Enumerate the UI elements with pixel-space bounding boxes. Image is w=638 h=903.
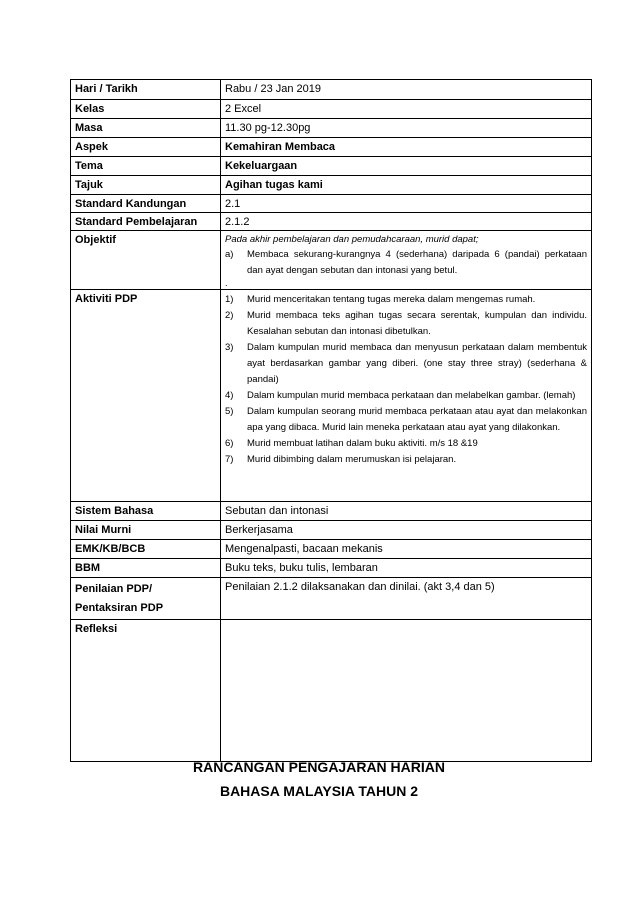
row-value-standard-kandungan: 2.1 bbox=[221, 195, 592, 213]
list-item-text: Murid dibimbing dalam merumuskan isi pelajaran. bbox=[247, 454, 457, 465]
row-value-nilai-murni: Berkerjasama bbox=[221, 521, 592, 540]
penilaian-label-line-1: Penilaian PDP/ bbox=[75, 583, 153, 595]
row-label-aktiviti: Aktiviti PDP bbox=[71, 290, 221, 502]
list-item bbox=[225, 308, 587, 340]
row-value-tajuk: Agihan tugas kami bbox=[221, 176, 592, 195]
list-item-text: Dalam kumpulan murid membaca dan menyusun perkataan dalam membentuk ayat berdasarkan gambar yang diberi. (one stay three stray) (sederhana & pandai) bbox=[247, 342, 587, 385]
row-value-kelas: 2 Excel bbox=[221, 100, 592, 119]
table-row bbox=[71, 195, 592, 213]
list-item-number: 4) bbox=[225, 390, 234, 401]
table-row bbox=[71, 578, 592, 620]
row-value-standard-pembelajaran: 2.1.2 bbox=[221, 213, 592, 231]
row-value-sistem-bahasa: Sebutan dan intonasi bbox=[221, 502, 592, 521]
row-label-tajuk: Tajuk bbox=[71, 176, 221, 195]
list-item bbox=[225, 247, 587, 279]
objektif-trailing: . bbox=[225, 278, 228, 288]
list-item-number: 2) bbox=[225, 310, 234, 321]
row-label-sistem-bahasa: Sistem Bahasa bbox=[71, 502, 221, 521]
list-item-number: 7) bbox=[225, 454, 234, 465]
list-item-number: 5) bbox=[225, 406, 234, 417]
table-row bbox=[71, 559, 592, 578]
list-item-text: Dalam kumpulan seorang murid membaca perkataan atau ayat dan melakonkan apa yang dibaca. Murid lain meneka perkataan atau ayat yang dilakonkan. bbox=[247, 406, 587, 433]
objektif-intro: Pada akhir pembelajaran dan pemudahcaraan, murid dapat; bbox=[225, 234, 479, 245]
row-value-tema: Kekeluargaan bbox=[221, 157, 592, 176]
table-row bbox=[71, 80, 592, 100]
list-item-text: Dalam kumpulan murid membaca perkataan dan melabelkan gambar. (lemah) bbox=[247, 390, 576, 401]
list-item bbox=[225, 340, 587, 388]
list-item bbox=[225, 388, 587, 404]
row-value-refleksi bbox=[221, 620, 592, 762]
row-label-aspek: Aspek bbox=[71, 138, 221, 157]
row-label-standard-kandungan: Standard Kandungan bbox=[71, 195, 221, 213]
row-label-objektif: Objektif bbox=[71, 231, 221, 290]
list-item-number: 1) bbox=[225, 294, 234, 305]
list-item-text: Murid menceritakan tentang tugas mereka dalam mengemas rumah. bbox=[247, 294, 536, 305]
table-row bbox=[71, 620, 592, 762]
list-item-number: 3) bbox=[225, 342, 234, 353]
row-value-masa: 11.30 pg-12.30pg bbox=[221, 119, 592, 138]
row-value-objektif bbox=[221, 231, 592, 290]
table-row bbox=[71, 231, 592, 290]
aktiviti-list bbox=[225, 292, 587, 468]
row-value-hari: Rabu / 23 Jan 2019 bbox=[221, 80, 592, 100]
table-row bbox=[71, 157, 592, 176]
row-value-aktiviti bbox=[221, 290, 592, 502]
table-row bbox=[71, 213, 592, 231]
objektif-list bbox=[225, 247, 587, 279]
table-row bbox=[71, 138, 592, 157]
row-label-masa: Masa bbox=[71, 119, 221, 138]
table-row bbox=[71, 176, 592, 195]
penilaian-label-line-2: Pentaksiran PDP bbox=[75, 602, 164, 614]
list-item bbox=[225, 436, 587, 452]
footer-title: RANCANGAN PENGAJARAN HARIAN bbox=[192, 759, 445, 775]
row-label-kelas: Kelas bbox=[71, 100, 221, 119]
footer-subtitle: BAHASA MALAYSIA TAHUN 2 bbox=[219, 783, 419, 799]
table-row bbox=[71, 521, 592, 540]
row-label-bbm: BBM bbox=[71, 559, 221, 578]
row-label-refleksi: Refleksi bbox=[71, 620, 221, 762]
list-item bbox=[225, 404, 587, 436]
row-label-tema: Tema bbox=[71, 157, 221, 176]
row-label-penilaian bbox=[71, 578, 221, 620]
table-row bbox=[71, 100, 592, 119]
list-item-text: Murid membaca teks agihan tugas secara serentak, kumpulan dan individu. Kesalahan sebutan dan intonasi dibetulkan. bbox=[247, 310, 587, 337]
row-value-penilaian: Penilaian 2.1.2 dilaksanakan dan dinilai. (akt 3,4 dan 5) bbox=[221, 578, 592, 620]
row-label-nilai-murni: Nilai Murni bbox=[71, 521, 221, 540]
row-label-emk: EMK/KB/BCB bbox=[71, 540, 221, 559]
list-item-text: Membaca sekurang-kurangnya 4 (sederhana) daripada 6 (pandai) perkataan dan ayat dengan sebutan dan intonasi yang betul. bbox=[247, 249, 587, 276]
list-item bbox=[225, 452, 587, 468]
row-label-standard-pembelajaran: Standard Pembelajaran bbox=[71, 213, 221, 231]
table-row bbox=[71, 540, 592, 559]
table-row bbox=[71, 119, 592, 138]
list-item-text: Murid membuat latihan dalam buku aktiviti. m/s 18 &19 bbox=[247, 438, 478, 449]
lesson-plan-table bbox=[70, 79, 592, 762]
row-value-aspek: Kemahiran Membaca bbox=[221, 138, 592, 157]
row-value-emk: Mengenalpasti, bacaan mekanis bbox=[221, 540, 592, 559]
list-item-number: 6) bbox=[225, 438, 234, 449]
list-item-number: a) bbox=[225, 249, 234, 260]
row-label-hari: Hari / Tarikh bbox=[71, 80, 221, 100]
list-item bbox=[225, 292, 587, 308]
table-row bbox=[71, 502, 592, 521]
table-row bbox=[71, 290, 592, 502]
row-value-bbm: Buku teks, buku tulis, lembaran bbox=[221, 559, 592, 578]
